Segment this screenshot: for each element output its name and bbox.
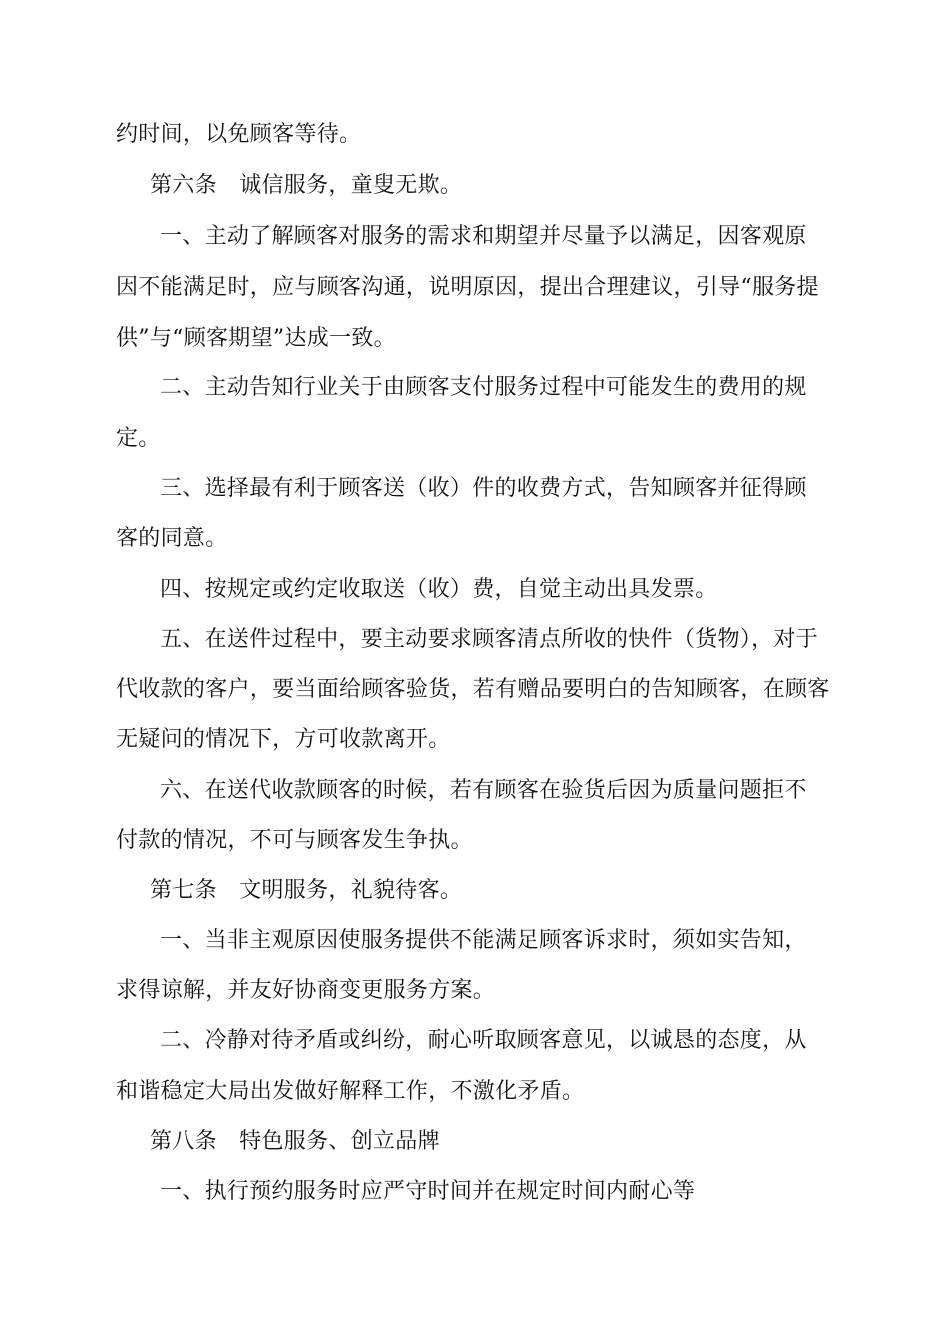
text-line: 无疑问的情况下，方可收款离开。 xyxy=(116,727,451,752)
text-line: 供”与“顾客期望”达成一致。 xyxy=(116,326,396,351)
text-line: 定。 xyxy=(116,426,161,451)
text-line: 付款的情况，不可与顾客发生争执。 xyxy=(116,828,473,853)
text-line: 五、在送件过程中，要主动要求顾客清点所收的快件（货物），对于 xyxy=(160,627,819,652)
text-line: 三、选择最有利于顾客送（收）件的收费方式，告知顾客并征得顾 xyxy=(160,476,807,501)
text-line: 一、执行预约服务时应严守时间并在规定时间内耐心等 xyxy=(160,1179,696,1204)
text-line: 二、冷静对待矛盾或纠纷，耐心听取顾客意见，以诚恳的态度，从 xyxy=(160,1028,807,1053)
text-line: 因不能满足时，应与顾客沟通，说明原因，提出合理建议，引导“服务提 xyxy=(116,275,819,300)
article-heading: 第六条 诚信服务，童叟无欺。 xyxy=(150,173,463,198)
text-line: 四、按规定或约定收取送（收）费，自觉主动出具发票。 xyxy=(160,577,718,602)
article-heading: 第七条 文明服务，礼貌待客。 xyxy=(150,878,463,903)
text-line: 和谐稳定大局出发做好解释工作，不激化矛盾。 xyxy=(116,1079,585,1104)
text-line: 二、主动告知行业关于由顾客支付服务过程中可能发生的费用的规 xyxy=(160,375,807,400)
text-line: 客的同意。 xyxy=(116,526,228,551)
text-line: 求得谅解，并友好协商变更服务方案。 xyxy=(116,978,496,1003)
article-heading: 第八条 特色服务、创立品牌 xyxy=(150,1129,440,1154)
text-line: 一、主动了解顾客对服务的需求和期望并尽量予以满足，因客观原 xyxy=(160,224,807,249)
text-line: 代收款的客户，要当面给顾客验货，若有赠品要明白的告知顾客，在顾客 xyxy=(116,677,830,702)
text-line: 约时间，以免顾客等待。 xyxy=(116,122,362,147)
text-line: 一、当非主观原因使服务提供不能满足顾客诉求时，须如实告知， xyxy=(160,928,807,953)
text-line: 六、在送代收款顾客的时候，若有顾客在验货后因为质量问题拒不 xyxy=(160,778,807,803)
